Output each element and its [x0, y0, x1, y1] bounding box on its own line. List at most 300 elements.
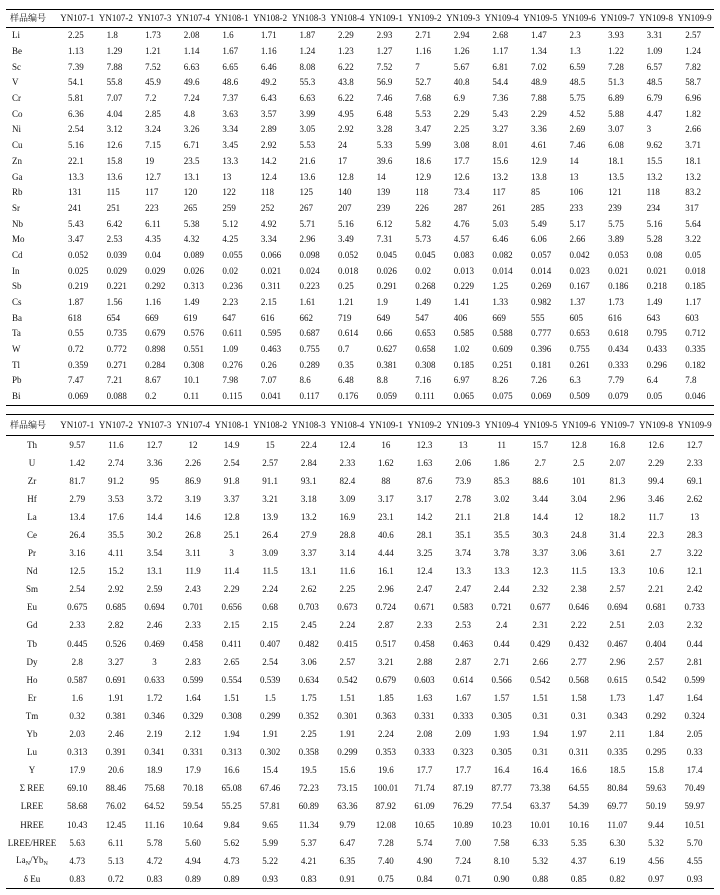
table-cell: 58.7: [685, 77, 701, 88]
table-cell: 4.55: [686, 855, 703, 866]
table-cell: 18.9: [146, 765, 163, 776]
table-cell: 2.09: [455, 729, 471, 740]
table-cell: 23.5: [183, 155, 200, 166]
table-cell: 605: [569, 312, 584, 323]
table-row: [6, 91, 714, 107]
table-cell: 5.16: [68, 140, 84, 151]
table-cell: 4.44: [378, 548, 394, 559]
table-cell: 54.1: [68, 77, 84, 88]
table-cell: 11.9: [185, 566, 201, 577]
table-cell: 0.308: [183, 359, 204, 370]
table-row: [6, 201, 714, 217]
table-cell: 87.92: [375, 801, 397, 812]
table-cell: 0.68: [262, 602, 279, 613]
table-cell: 1.51: [532, 692, 549, 703]
row-label: Tm: [25, 710, 39, 721]
table-cell: 7.47: [68, 375, 84, 386]
table-cell: 1.85: [378, 692, 394, 703]
table-cell: 13.6: [299, 171, 316, 182]
table-cell: 2.15: [262, 620, 279, 631]
table-cell: 0.291: [376, 281, 397, 292]
table-cell: 15.8: [106, 155, 123, 166]
column-header-yn109-3: YN109-3: [444, 415, 483, 436]
table-cell: 0.05: [685, 249, 701, 260]
table-cell: 3.31: [646, 30, 663, 41]
table-cell: 2.54: [68, 124, 84, 135]
table-cell: 81.3: [609, 475, 626, 486]
table-cell: 4.73: [223, 855, 240, 866]
table-cell: 0.381: [376, 359, 397, 370]
table-cell: 0.687: [299, 328, 320, 339]
table-cell: 12.6: [648, 439, 664, 450]
table-cell: 0.358: [298, 747, 319, 758]
table-cell: 3: [229, 548, 234, 559]
table-cell: 69.1: [686, 475, 703, 486]
table-cell: 55.25: [221, 801, 242, 812]
table-cell: 48.5: [646, 77, 663, 88]
table-cell: 85: [530, 187, 540, 198]
table-cell: 0.292: [145, 281, 166, 292]
table-cell: 2.24: [378, 729, 394, 740]
table-cell: 2.33: [69, 620, 86, 631]
table-cell: 13.6: [106, 171, 123, 182]
table-cell: 5.75: [608, 218, 624, 229]
table-cell: 12.3: [416, 439, 433, 450]
column-header-yn109-4: YN109-4: [482, 10, 521, 28]
table-cell: 13.3: [68, 171, 84, 182]
header-row: [6, 415, 714, 436]
table-cell: 3.36: [146, 457, 163, 468]
table-cell: 2.66: [685, 124, 701, 135]
table-cell: 18.6: [415, 155, 431, 166]
table-cell: 2.66: [569, 234, 586, 245]
table-cell: 3.61: [609, 548, 626, 559]
table-cell: 0.323: [452, 747, 474, 758]
table-cell: 11.5: [571, 566, 587, 577]
table-cell: 2.96: [299, 234, 316, 245]
row-label: Li: [12, 30, 20, 41]
table-cell: 0.013: [453, 265, 475, 276]
table-cell: 12.7: [686, 439, 703, 450]
column-header-yn109-3: YN109-3: [444, 10, 483, 28]
table-cell: 14.2: [416, 511, 433, 522]
table-cell: 1.63: [416, 692, 433, 703]
table-cell: 0.04: [145, 249, 161, 260]
table-cell: 6.81: [492, 61, 509, 72]
table-cell: 11.34: [298, 819, 319, 830]
table-cell: 0.02: [222, 265, 239, 276]
table-cell: 7.8: [685, 375, 697, 386]
table-cell: 30.2: [146, 530, 163, 541]
table-cell: 223: [145, 202, 159, 213]
table-cell: 14.6: [185, 511, 201, 522]
table-cell: 16.4: [532, 765, 549, 776]
table-cell: 2.77: [570, 656, 587, 667]
row-label: Co: [12, 108, 23, 119]
table-cell: 21.1: [455, 511, 471, 522]
table-cell: 0.72: [107, 873, 124, 884]
table-cell: 4.47: [646, 108, 663, 119]
table-cell: 0.117: [299, 391, 320, 402]
table-cell: 87.19: [452, 783, 474, 794]
table-cell: 1.58: [570, 692, 587, 703]
table-cell: 2.32: [532, 584, 549, 595]
table-cell: 117: [492, 187, 506, 198]
table-cell: 0.7: [338, 344, 350, 355]
table-cell: 6.11: [145, 218, 161, 229]
table-cell: 6.36: [68, 108, 84, 119]
table-cell: 2.3: [569, 30, 581, 41]
table-cell: 7.31: [376, 234, 393, 245]
table-row: [6, 169, 714, 185]
table-cell: 2.03: [648, 620, 664, 631]
table-cell: 1.94: [532, 729, 549, 740]
table-cell: 5.71: [299, 218, 316, 229]
table-cell: 1.21: [338, 297, 354, 308]
table-cell: 5.70: [686, 837, 703, 848]
table-cell: 5.38: [183, 218, 200, 229]
table-cell: 0.35: [338, 359, 354, 370]
table-cell: 0.069: [68, 391, 89, 402]
table-cell: 10.89: [452, 819, 474, 830]
table-cell: 1.86: [493, 457, 510, 468]
table-cell: 0.346: [144, 710, 165, 721]
table-cell: 10.1: [183, 375, 200, 386]
table-cell: 17.7: [416, 765, 433, 776]
table-cell: 0.025: [68, 265, 89, 276]
table-cell: 0.656: [221, 602, 242, 613]
table-cell: 17.9: [69, 765, 86, 776]
table-cell: 13.3: [609, 566, 626, 577]
table-cell: 2.89: [260, 124, 277, 135]
table-cell: 3.45: [222, 140, 239, 151]
table-cell: 0.018: [338, 265, 359, 276]
table-cell: 15.4: [262, 765, 279, 776]
table-cell: 0.91: [339, 873, 356, 884]
table-cell: 13: [222, 171, 232, 182]
table-cell: 0.083: [453, 249, 475, 260]
table-cell: 14.2: [260, 155, 277, 166]
table-cell: 6.3: [569, 375, 581, 386]
table-cell: 6.33: [532, 837, 549, 848]
table-cell: 2.57: [648, 656, 664, 667]
table-cell: 2.51: [609, 620, 626, 631]
table-cell: 0.352: [298, 710, 319, 721]
table-cell: 251: [106, 202, 121, 213]
table-cell: 5.37: [300, 837, 317, 848]
row-label: Ga: [12, 171, 23, 182]
table-cell: 0.89: [185, 873, 201, 884]
table-cell: 1.87: [68, 297, 84, 308]
table-cell: 15.6: [339, 765, 356, 776]
table-cell: 13.3: [222, 155, 239, 166]
table-cell: 60.89: [298, 801, 319, 812]
table-cell: 647: [222, 312, 236, 323]
table-cell: 2.54: [262, 656, 279, 667]
table-row: [6, 263, 714, 279]
table-cell: 6.89: [608, 93, 624, 104]
table-cell: 0.415: [337, 638, 358, 649]
table-cell: 0.313: [183, 281, 204, 292]
table-cell: 6.9: [453, 93, 466, 104]
row-label: La: [27, 511, 37, 522]
table-cell: 0.467: [607, 638, 628, 649]
column-header-yn108-4: YN108-4: [328, 415, 367, 436]
table-cell: 0.627: [376, 344, 397, 355]
table-cell: 2.65: [223, 656, 240, 667]
table-cell: 11.7: [648, 511, 664, 522]
table-cell: 23.1: [378, 511, 394, 522]
table-cell: 0.343: [607, 710, 628, 721]
table-cell: 4.73: [69, 855, 86, 866]
table-cell: 3.34: [222, 124, 239, 135]
table-row: [6, 563, 714, 581]
table-cell: 69.77: [607, 801, 628, 812]
table-cell: 0.93: [262, 873, 279, 884]
table-cell: 12.6: [453, 171, 470, 182]
table-cell: 24: [338, 140, 348, 151]
table-cell: 49.6: [183, 77, 200, 88]
table-cell: 0.308: [221, 710, 242, 721]
table-cell: 2.06: [455, 457, 471, 468]
table-cell: 7.79: [608, 375, 624, 386]
table-cell: 4.8: [183, 108, 195, 119]
table-cell: 2.71: [415, 30, 431, 41]
table-cell: 13.3: [455, 566, 471, 577]
table-cell: 121: [608, 187, 622, 198]
table-cell: 0.333: [414, 747, 435, 758]
table-cell: 12.45: [105, 819, 126, 830]
table-cell: 16.9: [339, 511, 356, 522]
table-cell: 1.49: [646, 297, 663, 308]
table-cell: 1.93: [493, 729, 510, 740]
table-cell: 63.37: [530, 801, 551, 812]
table-cell: 1.02: [453, 344, 470, 355]
row-label-part: La: [16, 854, 26, 865]
table-cell: 6.63: [183, 61, 200, 72]
row-label: Lu: [27, 747, 37, 758]
table-cell: 0.587: [67, 674, 88, 685]
row-label: Zr: [27, 475, 37, 486]
table-cell: 241: [68, 202, 82, 213]
table-cell: 7.24: [183, 93, 200, 104]
table-cell: 2.33: [416, 620, 433, 631]
table-body: [6, 436, 714, 889]
table-row: [6, 762, 714, 780]
table-cell: 0.83: [146, 873, 163, 884]
table-cell: 118: [260, 187, 275, 198]
table-cell: 2.96: [378, 584, 394, 595]
table-cell: 3.22: [686, 548, 703, 559]
table-cell: 0.075: [492, 391, 513, 402]
table-cell: 8.01: [492, 140, 509, 151]
table-cell: 0.052: [338, 249, 359, 260]
table-cell: 9.57: [69, 439, 86, 450]
column-header-yn109-9: YN109-9: [675, 415, 714, 436]
table-cell: 6.42: [106, 218, 123, 229]
table-cell: 4.72: [146, 855, 163, 866]
row-label: Sm: [25, 584, 38, 595]
table-cell: 0.429: [530, 638, 551, 649]
table-cell: 0.675: [67, 602, 88, 613]
table-cell: 12.4: [416, 566, 433, 577]
table-cell: 0.311: [260, 281, 281, 292]
table-cell: 2.92: [338, 124, 354, 135]
table-cell: 6.19: [609, 855, 626, 866]
table-cell: 13.8: [530, 171, 547, 182]
table-cell: 1.82: [685, 108, 701, 119]
table-cell: 2.19: [146, 729, 163, 740]
table-cell: 1.75: [300, 692, 317, 703]
table-cell: 0.703: [298, 602, 319, 613]
table-cell: 2.29: [338, 30, 354, 41]
table-cell: 70.18: [182, 783, 204, 794]
table-cell: 26.4: [69, 530, 86, 541]
table-cell: 0.041: [260, 391, 282, 402]
table-cell: 669: [145, 312, 159, 323]
table-cell: 3.47: [68, 234, 84, 245]
table-cell: 0.634: [298, 674, 319, 685]
table-cell: 9.62: [646, 140, 663, 151]
column-header-yn109-7: YN109-7: [598, 10, 637, 28]
table-cell: 0.295: [645, 747, 667, 758]
table-cell: 2.47: [455, 584, 471, 595]
table-cell: 7.28: [608, 61, 624, 72]
table-cell: 48.5: [569, 77, 586, 88]
table-cell: 8.6: [299, 375, 311, 386]
column-header-yn109-8: YN109-8: [637, 10, 676, 28]
table-cell: 2.8: [71, 656, 83, 667]
table-cell: 3.89: [608, 234, 624, 245]
table-cell: 7.37: [222, 93, 239, 104]
table-row: [6, 653, 714, 671]
table-row: [6, 581, 714, 599]
table-cell: 2.87: [378, 620, 394, 631]
row-label: Eu: [27, 602, 37, 613]
table-cell: 7.52: [376, 61, 393, 72]
table-cell: 5.43: [492, 108, 509, 119]
table-cell: 4.35: [145, 234, 161, 245]
table-cell: 1.91: [262, 729, 279, 740]
table-cell: 2.66: [532, 656, 549, 667]
table-cell: 3.09: [262, 548, 279, 559]
row-label: LREE/HREE: [7, 837, 57, 848]
table-cell: 5.78: [146, 837, 163, 848]
table-cell: 4.92: [260, 218, 277, 229]
table-cell: 1.3: [569, 46, 581, 57]
column-header-yn109-6: YN109-6: [560, 10, 599, 28]
table-cell: 2.25: [453, 124, 470, 135]
table-cell: 1.25: [492, 281, 509, 292]
column-header-yn108-3: YN108-3: [289, 415, 328, 436]
table-cell: 2.71: [493, 656, 510, 667]
table-cell: 0.433: [646, 344, 667, 355]
table-cell: 0.509: [569, 391, 590, 402]
table-cell: 13.2: [300, 511, 317, 522]
table-row: [6, 295, 714, 311]
table-cell: 10.43: [67, 819, 88, 830]
table-cell: 8.8: [376, 375, 388, 386]
table-row: [6, 870, 714, 889]
table-cell: 6.11: [108, 837, 124, 848]
table-cell: 5.32: [532, 855, 549, 866]
table-cell: 3.05: [299, 124, 316, 135]
table-cell: 2.74: [107, 457, 124, 468]
table-cell: 0.583: [452, 602, 474, 613]
row-label: Yb: [26, 729, 38, 740]
table-cell: 239: [608, 202, 622, 213]
table-cell: 0.059: [376, 391, 397, 402]
table-row: [6, 545, 714, 563]
table-cell: 1.47: [530, 30, 547, 41]
table-cell: 0.772: [106, 344, 127, 355]
table-cell: 12.4: [260, 171, 277, 182]
table-cell: 12.1: [686, 566, 703, 577]
table-cell: 0.482: [298, 638, 319, 649]
table-cell: 17: [338, 155, 348, 166]
table-row: [6, 138, 714, 154]
table-row: [6, 44, 714, 60]
table-cell: 2.45: [300, 620, 317, 631]
table-cell: 16.4: [493, 765, 510, 776]
table-cell: 81.7: [69, 475, 86, 486]
table-cell: 11.16: [144, 819, 165, 830]
row-label-part: /Yb: [30, 854, 44, 865]
table-cell: 19.5: [300, 765, 317, 776]
table-cell: 5.16: [646, 218, 663, 229]
table-cell: 12.8: [223, 511, 240, 522]
table-cell: 139: [376, 187, 391, 198]
table-cell: 234: [646, 202, 661, 213]
table-cell: 0.25: [338, 281, 354, 292]
table-cell: 6.97: [453, 375, 470, 386]
table-cell: 15.2: [107, 566, 124, 577]
column-header-yn109-1: YN109-1: [367, 415, 406, 436]
table-cell: 0.66: [376, 328, 393, 339]
table-cell: 0.023: [569, 265, 590, 276]
table-cell: 12.6: [106, 140, 123, 151]
table-cell: 2.03: [69, 729, 86, 740]
table-cell: 0.186: [608, 281, 629, 292]
table-cell: 1.97: [570, 729, 587, 740]
table-cell: 0.301: [337, 710, 358, 721]
table-cell: 0.039: [106, 249, 127, 260]
table-row: [6, 389, 714, 405]
table-cell: 239: [376, 202, 391, 213]
table-cell: 2.21: [648, 584, 664, 595]
table-cell: 0.251: [492, 359, 513, 370]
table-cell: 17.6: [107, 511, 124, 522]
table-cell: 22.4: [300, 439, 317, 450]
table-cell: 1.6: [71, 692, 83, 703]
table-cell: 73.38: [530, 783, 551, 794]
table-cell: 88.6: [532, 475, 549, 486]
table-cell: 1.09: [222, 344, 239, 355]
table-cell: 17.4: [686, 765, 703, 776]
table-cell: 0.733: [684, 602, 705, 613]
table-cell: 5.53: [415, 108, 431, 119]
table-cell: 0.463: [260, 344, 282, 355]
table-row: [6, 726, 714, 744]
table-cell: 5.03: [492, 218, 509, 229]
table-cell: 0.755: [299, 344, 320, 355]
table-cell: 85.3: [493, 475, 510, 486]
row-label: Sb: [12, 281, 22, 292]
table-cell: 2.12: [185, 729, 201, 740]
table-row: [6, 490, 714, 508]
table-cell: 80.84: [607, 783, 628, 794]
column-header-yn108-2: YN108-2: [251, 415, 290, 436]
